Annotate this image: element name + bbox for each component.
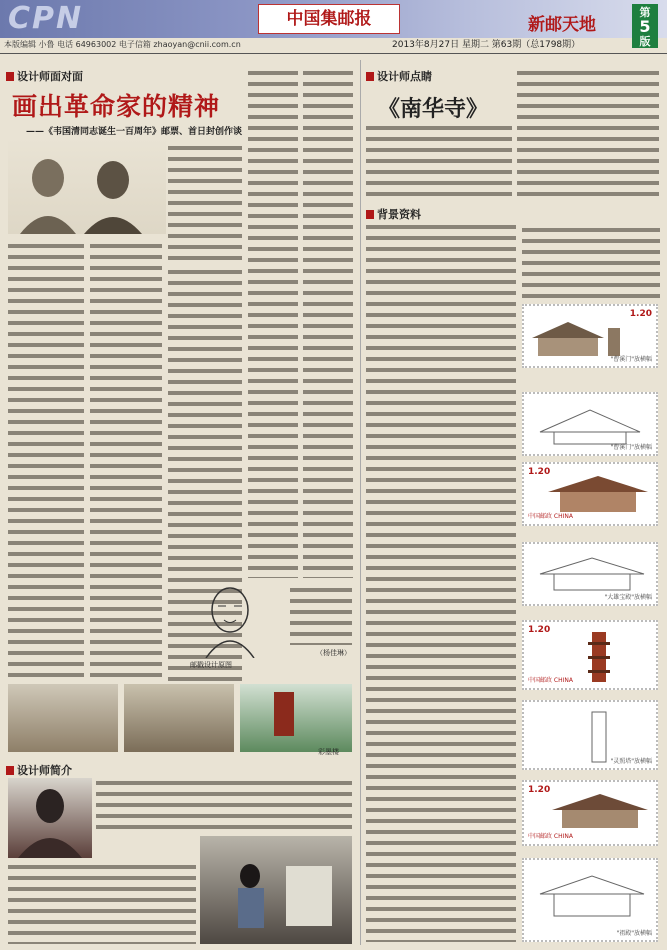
- issue-date: 2013年8月27日 星期二 第63期（总1798期）: [392, 40, 581, 50]
- section-header-interview: 设计师面对面: [6, 68, 83, 84]
- postmark-draft-sketch: [176, 580, 284, 658]
- designer-note-text: [366, 123, 512, 202]
- article-text-column-2: [90, 241, 162, 681]
- tower-icon: [274, 692, 294, 736]
- article-text-block: [168, 143, 242, 261]
- section-header-background: 背景资料: [366, 206, 421, 222]
- column-divider: [360, 60, 361, 945]
- painting-image-3: [240, 684, 352, 752]
- section-header-profile: 设计师简介: [6, 762, 72, 778]
- stamp-7: 1.20 中国邮政 CHINA: [522, 780, 658, 846]
- paper-name: 中国集邮报: [258, 4, 400, 34]
- stamp-title: 《南华寺》: [378, 96, 489, 122]
- stamp-4: "大雄宝殿"放横幅: [522, 542, 658, 606]
- article-text-column-1: [8, 241, 84, 681]
- background-text-column: [366, 222, 516, 942]
- headline: 画出革命家的精神: [12, 92, 221, 121]
- background-text-top: [522, 225, 660, 300]
- designer-photo: [8, 778, 92, 858]
- profile-text: [96, 778, 352, 834]
- article-text-column-5: [303, 68, 353, 578]
- editor-info: 本版编辑 小鲁 电话 64963002 电子信箱 zhaoyan@cnii.com.cn: [4, 40, 241, 49]
- main-hall-sketch-icon: [534, 552, 650, 596]
- stamp-3: 1.20 中国邮政 CHINA: [522, 462, 658, 526]
- stamp-1: 1.20 "曹溪门"放横幅: [522, 304, 658, 368]
- stamp-8: "祖殿"放横幅: [522, 858, 658, 942]
- temple-gate-icon: [530, 316, 630, 358]
- ancestral-hall-icon: [548, 790, 652, 834]
- draft-caption: 邮戳设计原图: [190, 661, 232, 669]
- page-number: 5: [639, 17, 651, 36]
- painting-image-2: [124, 684, 234, 752]
- designer-note-text-2: [517, 68, 659, 202]
- author-sign: （杨佳琳）: [316, 649, 351, 657]
- profile-text-2: [8, 862, 196, 944]
- section-mark-icon: [366, 210, 374, 219]
- portrait-image: [8, 138, 166, 234]
- stamp-5: 1.20 中国邮政 CHINA: [522, 620, 658, 690]
- section-mark-icon: [6, 72, 14, 81]
- section-mark-icon: [366, 72, 374, 81]
- page-suffix: 版: [639, 35, 651, 48]
- portrait-illustration: [8, 138, 166, 234]
- sketch-drawing: [176, 580, 284, 658]
- temple-gate-sketch-icon: [530, 402, 652, 446]
- main-hall-icon: [544, 472, 652, 514]
- working-figure: [200, 836, 352, 944]
- stamp-6: "灵照塔"放横幅: [522, 700, 658, 770]
- page-label: 第: [639, 6, 651, 19]
- painting-caption: 彩墨楼: [318, 748, 339, 756]
- cpn-logo: CPN: [8, 1, 84, 36]
- ancestral-hall-sketch-icon: [534, 870, 650, 924]
- page-number-badge: [632, 4, 658, 48]
- designer-working-photo: [200, 836, 352, 944]
- stamp-2: "曹溪门"放横幅: [522, 392, 658, 456]
- section-mark-icon: [6, 766, 14, 775]
- painting-image-1: [8, 684, 118, 752]
- designer-figure: [8, 778, 92, 858]
- section-header-designer: 设计师点睛: [366, 68, 432, 84]
- section-name: 新邮天地: [528, 15, 596, 35]
- subheadline: ——《韦国清同志诞生一百周年》邮票、首日封创作谈: [26, 127, 243, 137]
- article-text-column-4: [248, 68, 298, 578]
- article-text-end: [290, 585, 352, 645]
- header-rule: [0, 53, 667, 54]
